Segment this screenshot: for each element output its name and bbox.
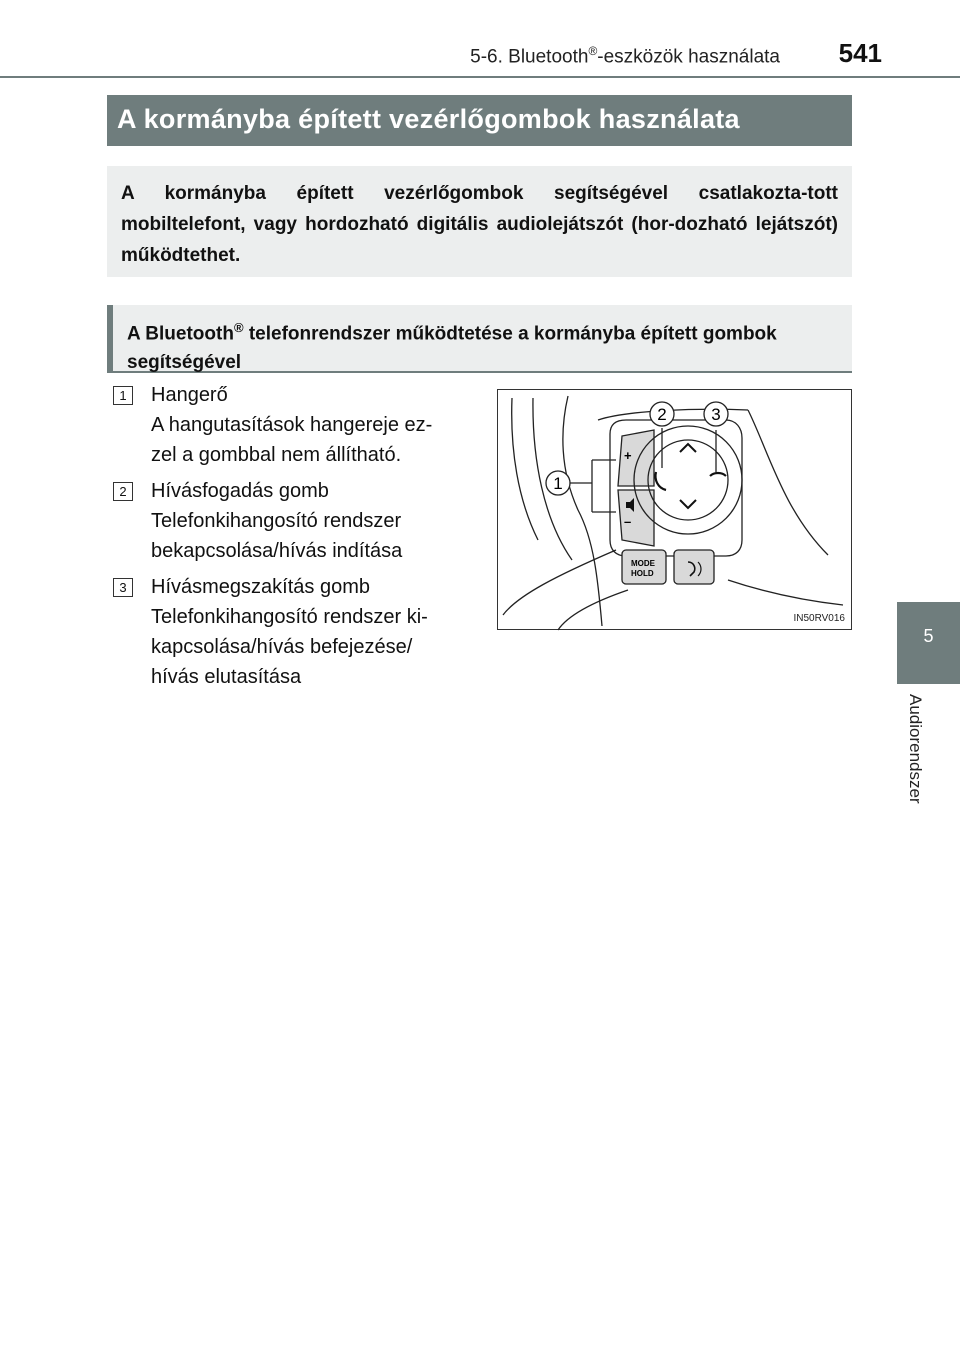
mode-label: MODE: [631, 559, 655, 568]
chevron-down-icon: [680, 500, 696, 508]
item-text: bekapcsolása/hívás indítása: [151, 540, 403, 562]
item-text: Telefonkihangosító rendszer: [151, 510, 402, 532]
item-text: kapcsolása/hívás befejezése/: [151, 636, 413, 658]
item-title: Hangerő: [151, 384, 228, 406]
list-item: [113, 476, 483, 566]
item-text: Telefonkihangosító rendszer ki-: [151, 606, 428, 628]
chevron-up-icon: [680, 444, 696, 452]
callout-2-label: 2: [657, 405, 667, 424]
item-number-badge: 2: [113, 482, 133, 501]
steering-wheel-figure: [497, 389, 852, 630]
chapter-label: Audiorendszer: [906, 694, 925, 804]
plus-label: +: [624, 448, 632, 463]
page-header: [0, 0, 960, 78]
item-title: Hívásfogadás gomb: [151, 480, 329, 502]
item-number-badge: 3: [113, 578, 133, 597]
item-title: Hívásmegszakítás gomb: [151, 576, 370, 598]
callout-1-label: 1: [553, 474, 563, 493]
item-text: A hangutasítások hangereje ez-: [151, 414, 433, 436]
item-text: hívás elutasítása: [151, 666, 302, 688]
intro-box: A kormányba épített vezérlőgombok segítségével csatlakozta-tott mobiltelefont, vagy hordozható digitális audiolejátszót (hor-dozható lejátszót) működtethet.: [107, 166, 852, 277]
section-title: 5-6. Bluetooth®-eszközök használata: [470, 44, 780, 68]
page-number: 541: [838, 38, 882, 68]
list-item: [113, 380, 483, 470]
callout-3-label: 3: [711, 405, 721, 424]
hold-label: HOLD: [631, 569, 654, 578]
handset-answer-icon: [655, 472, 666, 490]
item-text: zel a gombbal nem állítható.: [151, 444, 402, 466]
header-rule: [0, 76, 960, 78]
callout-leader-1: [570, 460, 616, 512]
item-list: [113, 380, 483, 698]
page-title: A kormányba épített vezérlőgombok használata: [107, 95, 852, 146]
figure-code: IN50RV016: [793, 613, 845, 624]
list-item: [113, 572, 483, 692]
wheel-rim-line: [512, 398, 538, 540]
steering-wheel-illustration: [498, 390, 853, 631]
handset-hangup-icon: [710, 473, 726, 476]
subsection-heading: A Bluetooth® telefonrendszer működtetése a kormányba épített gombok segítségével: [107, 305, 852, 373]
chapter-tab: 5: [897, 602, 960, 684]
minus-label: –: [624, 514, 632, 529]
item-number-badge: 1: [113, 386, 133, 405]
